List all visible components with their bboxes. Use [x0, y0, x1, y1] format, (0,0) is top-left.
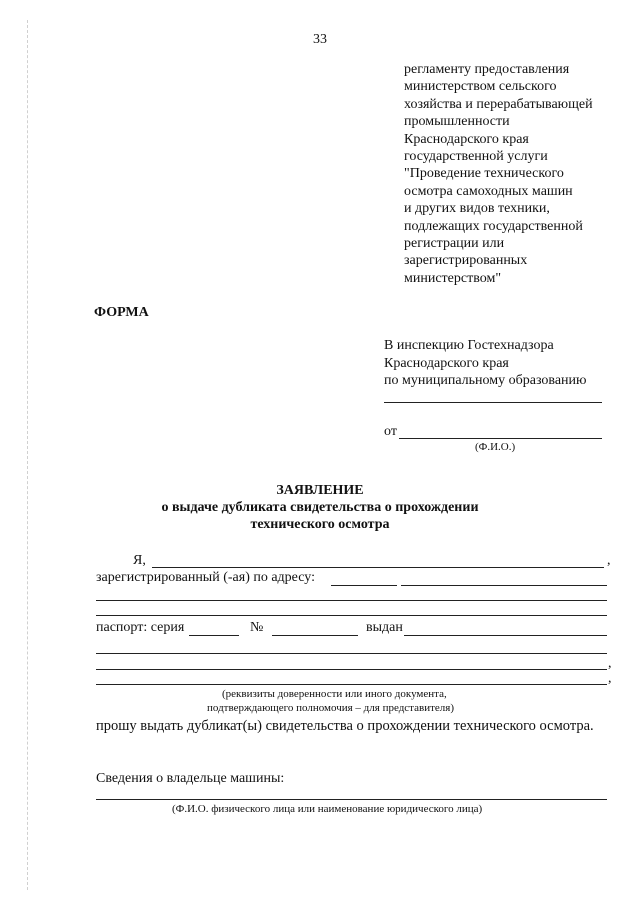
passport-issued-field[interactable]: [404, 635, 607, 636]
regulation-line: хозяйства и перерабатывающей: [404, 96, 593, 112]
poa-caption: (реквизиты доверенности или иного документа,: [222, 688, 447, 700]
poa-details-line-2[interactable]: [96, 684, 607, 685]
regulation-line: Краснодарского края: [404, 131, 529, 147]
passport-issued-label: выдан: [366, 620, 403, 635]
page-edge-line: [27, 20, 28, 890]
applicant-fio-field[interactable]: [399, 438, 602, 439]
regulation-line: промышленности: [404, 114, 510, 130]
address-field-part-2[interactable]: [401, 585, 607, 586]
addressee-line: по муниципальному образованию: [384, 373, 587, 388]
address-field-line-3[interactable]: [96, 615, 607, 616]
comma-mark: ,: [608, 656, 612, 671]
owner-info-label: Сведения о владельце машины:: [96, 771, 285, 786]
regulation-line: министерством": [404, 270, 502, 286]
document-subtitle-line-1: о выдаче дубликата свидетельства о прохождении: [161, 500, 479, 515]
passport-number-field[interactable]: [272, 635, 358, 636]
regulation-line: министерством сельского: [404, 79, 557, 95]
regulation-line: осмотра самоходных машин: [404, 183, 573, 199]
registered-address-label: зарегистрированный (-ая) по адресу:: [96, 570, 315, 585]
regulation-line: и других видов техники,: [404, 201, 550, 217]
page-number: 33: [313, 32, 327, 47]
address-field-part-1[interactable]: [331, 585, 397, 586]
fio-caption: (Ф.И.О.): [475, 441, 516, 453]
full-name-field[interactable]: [152, 567, 604, 568]
comma-mark: ,: [607, 553, 611, 568]
passport-details-line[interactable]: [96, 653, 607, 654]
municipality-field[interactable]: [384, 402, 602, 403]
owner-name-field[interactable]: [96, 799, 607, 800]
regulation-line: регистрации или: [404, 236, 505, 252]
regulation-line: подлежащих государственной: [404, 218, 583, 234]
poa-details-line-1[interactable]: [96, 669, 607, 670]
from-label: от: [384, 424, 397, 439]
regulation-line: "Проведение технического: [404, 166, 564, 182]
document-title: ЗАЯВЛЕНИЕ: [276, 483, 364, 498]
address-field-line-2[interactable]: [96, 600, 607, 601]
form-label: ФОРМА: [94, 305, 149, 320]
regulation-line: регламенту предоставления: [404, 62, 570, 77]
regulation-line: зарегистрированных: [404, 253, 528, 269]
addressee-line: Краснодарского края: [384, 355, 509, 371]
regulation-line: государственной услуги: [404, 149, 548, 165]
document-subtitle-line-2: технического осмотра: [250, 517, 390, 532]
owner-caption: (Ф.И.О. физического лица или наименование юридического лица): [172, 803, 483, 815]
comma-mark: ,: [608, 671, 612, 686]
regulation-reference-block: [404, 61, 624, 287]
poa-caption: подтверждающего полномочия – для представителя): [207, 702, 454, 714]
passport-series-label: паспорт: серия: [96, 620, 185, 635]
passport-number-label: №: [250, 620, 264, 635]
passport-series-field[interactable]: [189, 635, 239, 636]
i-label: Я,: [133, 553, 146, 568]
request-text: прошу выдать дубликат(ы) свидетельства о прохождении технического осмотра.: [96, 718, 594, 734]
addressee-block: [384, 337, 619, 390]
addressee-line: В инспекцию Гостехнадзора: [384, 338, 554, 353]
